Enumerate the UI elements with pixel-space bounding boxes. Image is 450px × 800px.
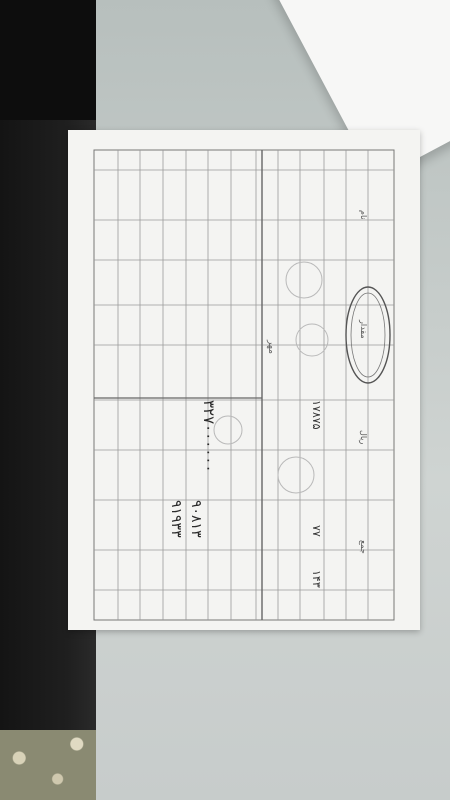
patterned-carpet bbox=[0, 730, 96, 800]
column-header-amount: مقدار bbox=[359, 320, 368, 339]
handwritten-sum-a: ۹۰۸۱۳ bbox=[188, 500, 204, 538]
header-column bbox=[359, 170, 388, 600]
handwritten-form-document bbox=[68, 130, 420, 630]
form-border bbox=[94, 150, 394, 620]
stamp-label: مهر bbox=[266, 340, 276, 354]
handwritten-sum-b: ۹۱۹۳۳ bbox=[168, 500, 184, 538]
column-header-name: نام bbox=[359, 210, 368, 220]
handwritten-small-a: ۱۷۸۷۵ bbox=[310, 400, 323, 430]
dark-background-corner bbox=[0, 0, 96, 120]
handwritten-small-b: ۱۴۳ bbox=[310, 570, 323, 588]
handwritten-small-c: ۷۷ bbox=[310, 525, 323, 537]
column-header-total: جمع bbox=[359, 540, 368, 554]
handwritten-total: ۳۲۷۰۰۰۰۰۰ bbox=[200, 400, 218, 473]
form-columns bbox=[118, 150, 368, 620]
column-header-rial: ریال bbox=[359, 430, 368, 445]
form-rows bbox=[94, 170, 394, 590]
